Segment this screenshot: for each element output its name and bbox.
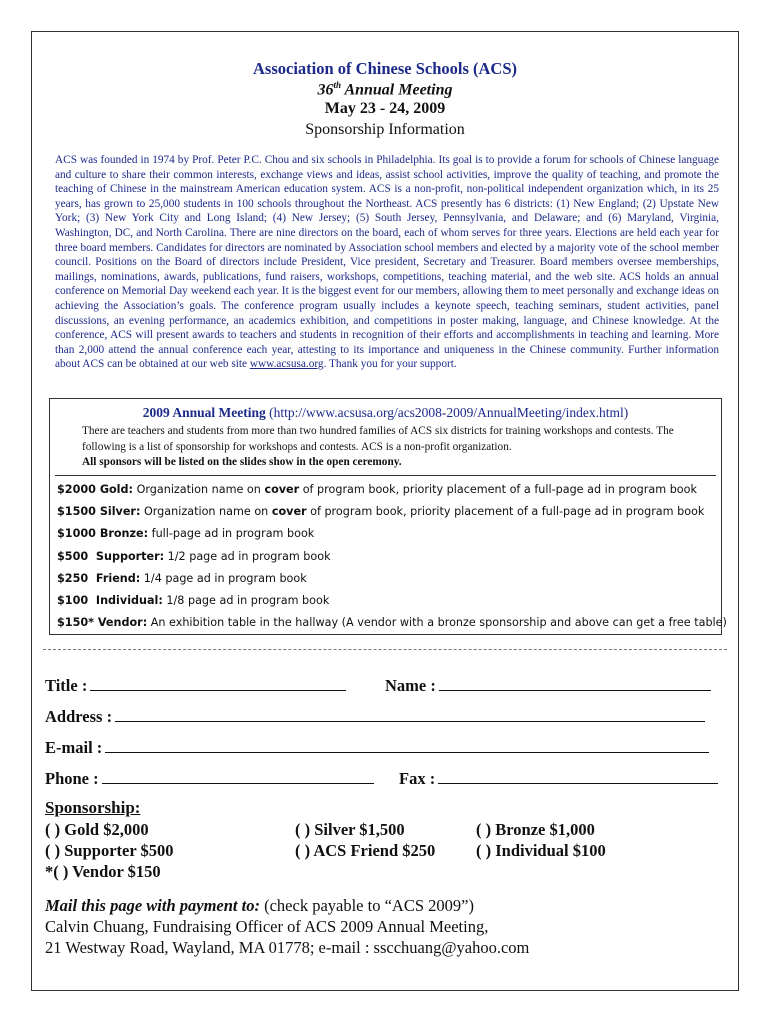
title-field[interactable] <box>45 676 346 696</box>
level-description: 1/2 page ad in program book <box>164 549 331 563</box>
annual-meeting-box <box>49 398 727 635</box>
mail-lead: Mail this page with payment to: <box>45 896 260 915</box>
cut-line <box>43 649 727 650</box>
title-label: Title : <box>45 676 88 695</box>
fax-label: Fax : <box>399 769 436 788</box>
level-description-rest: of program book, priority placement of a full-page ad in program book <box>306 505 705 519</box>
level-emphasis: cover <box>264 483 300 496</box>
sponsorship-levels-list <box>57 479 727 634</box>
phone-blank[interactable] <box>102 769 374 784</box>
level-description: Organization name on <box>133 483 265 496</box>
email-label: E-mail : <box>45 738 103 757</box>
meeting-ordinal-suffix: th <box>333 80 342 90</box>
annual-meeting-title: 2009 Annual Meeting <box>142 405 266 420</box>
sponsors-slide-note: All sponsors will be listed on the slides show in the open ceremony. <box>82 456 402 468</box>
phone-field[interactable] <box>45 769 374 789</box>
sponsorship-level-row <box>57 546 717 568</box>
sponsorship-level-row <box>57 501 717 523</box>
level-label: $1000 Bronze: <box>57 527 149 541</box>
sponsorship-form-page <box>31 31 739 991</box>
level-label: $150* Vendor: <box>57 616 148 630</box>
sponsorship-level-row <box>57 479 717 501</box>
annual-meeting-url[interactable]: (http://www.acsusa.org/acs2008-2009/AnnualMeeting/index.html) <box>265 405 629 420</box>
level-label: $250 Friend: <box>57 571 141 585</box>
sponsorship-level-row <box>57 568 717 590</box>
meeting-number: 36 <box>317 81 334 99</box>
level-description: An exhibition table in the hallway (A vendor with a bronze sponsorship and above can get a free table) <box>147 616 727 630</box>
acs-website-link[interactable]: www.acsusa.org <box>249 358 324 371</box>
name-label: Name : <box>385 676 436 695</box>
meeting-label: Annual Meeting <box>341 81 453 99</box>
sponsorship-level-row <box>57 523 717 545</box>
level-description: 1/4 page ad in program book <box>140 571 307 585</box>
level-description: 1/8 page ad in program book <box>162 593 330 607</box>
level-description-rest: of program book, priority placement of a full-page ad in program book <box>299 483 697 496</box>
option-vendor[interactable]: *( ) Vendor $150 <box>45 862 161 881</box>
level-description: Organization name on <box>140 505 272 519</box>
box-divider <box>55 475 716 476</box>
meeting-date: May 23 - 24, 2009 <box>324 100 446 117</box>
intro-paragraph <box>55 153 719 372</box>
annual-meeting-description <box>82 424 697 471</box>
level-emphasis: cover <box>271 505 307 519</box>
mailing-instructions <box>45 895 529 958</box>
option-individual[interactable]: ( ) Individual $100 <box>476 841 606 860</box>
option-supporter[interactable]: ( ) Supporter $500 <box>45 841 174 860</box>
level-label: $100 Individual: <box>57 593 163 607</box>
address-field[interactable] <box>45 707 705 727</box>
address-label: Address : <box>45 707 113 726</box>
name-blank[interactable] <box>439 676 711 691</box>
option-bronze[interactable]: ( ) Bronze $1,000 <box>476 820 595 839</box>
intro-text: ACS was founded in 1974 by Prof. Peter P.C. Chou and six schools in Philadelphia. Its goal is to provide a forum for schools of Chinese language and culture to share their common interests, exchange views and ideas, assist school activities, improve the quality of teaching, and promote the teaching of Chinese in the mainstream American education system. ACS is a non-profit, non-political independent organization which, in its 25 years, has grown to 25,000 students in 100 schools throughout the Northeast. ACS presently has 6 districts: (1) New England; (2) Upstate New York; (3) New York City and Long Island; (4) New Jersey; (5) South Jersey, Pennsylvania, and Delaware; and (6) Maryland, Virginia, Washington, DC, and North Carolina. There are nine directors on the board, each of whom serves for three years. Elections are held each year for three board members. Candidates for directors are nominated by Association school members and elected by a majority vote of the school member council. Positions on the Board of directors include President, Vice president, Secretary and Treasurer. Board members oversee memberships, mailings, nominations, awards, publications, fund raisers, workshops, competitions, teaching material, and the web site. ACS holds an annual conference on Memorial Day weekend each year. It is the biggest event for our members, allowing them to meet personally and exchange ideas on achieving the Association’s goals. The conference program usually includes a keynote speech, teaching seminars, student activities, panel discussions, an evening performance, an academics exhibition, and competitions in poster making, language, and Chinese knowledge. At the conference, ACS will present awards to teachers and students in recognition of their efforts and accomplishments in teaching and learning. More than 2,000 attend the annual conference each year, attesting to its importance and uniqueness in the Chinese community. Further information about ACS can be obtained at our web site <box>55 154 719 371</box>
intro-tail: . Thank you for your support. <box>323 358 457 371</box>
level-label: $500 Supporter: <box>57 549 165 563</box>
sponsorship-info-heading: Sponsorship Information <box>305 121 465 138</box>
option-silver[interactable]: ( ) Silver $1,500 <box>295 820 405 839</box>
email-blank[interactable] <box>105 738 709 753</box>
fax-blank[interactable] <box>438 769 718 784</box>
option-acs-friend[interactable]: ( ) ACS Friend $250 <box>295 841 436 860</box>
email-field[interactable] <box>45 738 709 758</box>
sponsorship-level-row <box>57 612 727 634</box>
level-label: $2000 Gold: <box>57 483 134 496</box>
sponsorship-choice-title: Sponsorship: <box>45 798 141 817</box>
mail-lead-rest: (check payable to “ACS 2009”) <box>259 896 474 915</box>
sponsorship-level-row <box>57 590 717 612</box>
annual-meeting-desc-text: There are teachers and students from more than two hundred families of ACS six districts for training workshops and contests. The following is a list of sponsorship for workshops and contests. ACS is a non-profit organization. <box>82 425 674 453</box>
annual-meeting-heading <box>50 405 721 421</box>
level-description: full-page ad in program book <box>148 527 315 541</box>
title-blank[interactable] <box>90 676 346 691</box>
organization-title: Association of Chinese Schools (ACS) <box>252 59 518 78</box>
name-field[interactable] <box>385 676 711 696</box>
mail-address: 21 Westway Road, Wayland, MA 01778; e-mail : sscchuang@yahoo.com <box>45 938 530 957</box>
mail-recipient: Calvin Chuang, Fundraising Officer of ACS 2009 Annual Meeting, <box>45 917 489 936</box>
option-gold[interactable]: ( ) Gold $2,000 <box>45 820 149 839</box>
address-blank[interactable] <box>115 707 705 722</box>
phone-label: Phone : <box>45 769 99 788</box>
mail-lead-line <box>45 895 529 916</box>
level-label: $1500 Silver: <box>57 505 141 519</box>
fax-field[interactable] <box>399 769 718 789</box>
meeting-title <box>32 80 738 99</box>
